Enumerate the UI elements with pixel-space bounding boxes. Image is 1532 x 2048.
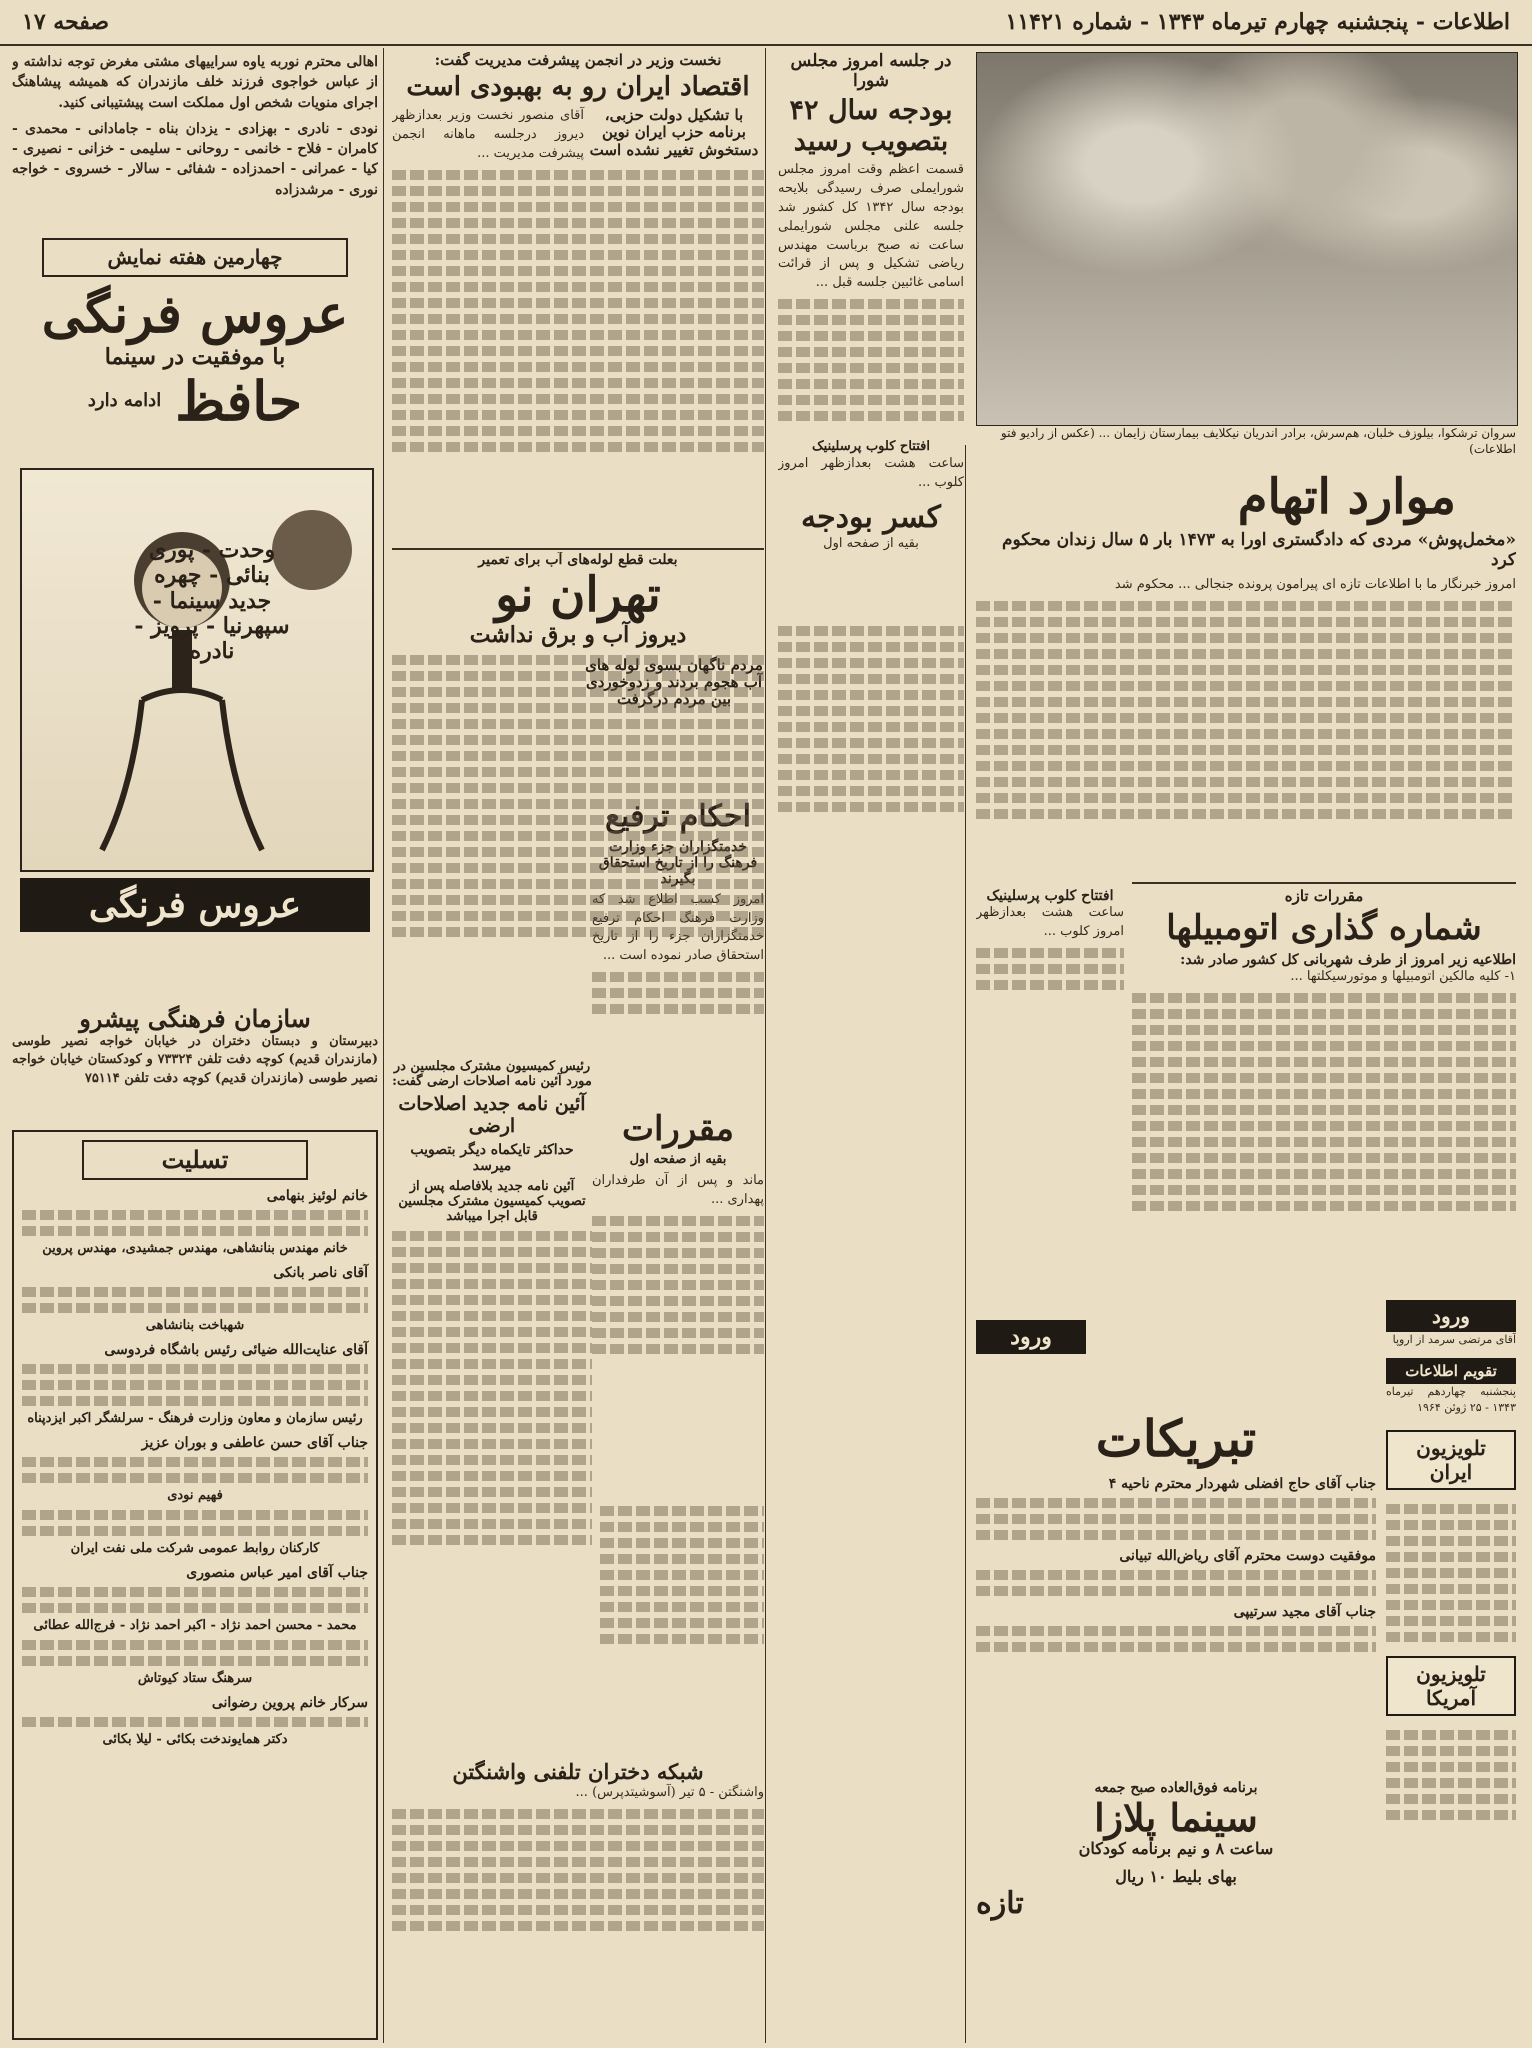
headline: تبریکات	[1095, 1410, 1257, 1468]
ad-week: چهارمین هفته نمایش	[42, 238, 348, 277]
congrats-item: موفقیت دوست محترم آقای ریاض‌الله تبیانی	[1119, 1547, 1376, 1564]
headline: شماره گذاری اتومبیلها	[1166, 908, 1482, 949]
arrival-label: ورود	[1386, 1300, 1516, 1332]
headline: آئین نامه جدید اصلاحات ارضی	[398, 1092, 586, 1137]
cinema-ad-arous-farangi	[12, 238, 378, 998]
ad-title-band: عروس فرنگی	[20, 878, 370, 932]
notice-text: اهالی محترم نوربه یاوه سراییهای مشتی مغرض توجه نداشته و از عباس خواجوی فرزند خلف مازندران که همیشه پیشاهنگ اجرای منویات شخص اول مملکت است پیشتیبانی کنید.	[12, 54, 378, 111]
article-budget	[778, 52, 964, 432]
headline: افتتاح کلوب پرسلینیک	[986, 888, 1114, 904]
article-land-reform	[392, 1060, 592, 1740]
article-body: امروز خبرنگار ما با اطلاعات تازه ای پیرامون پرونده جنجالی ... محکوم شد	[1114, 577, 1516, 593]
congrats-item: جناب آقای مجید سرتیپی	[1233, 1603, 1376, 1620]
ad-title: عروس فرنگی	[41, 284, 349, 345]
subheadline: اطلاعیه زیر امروز از طرف شهربانی کل کشور صادر شد:	[1180, 952, 1516, 969]
condolence-item: سرکار خانم پروین رضوانی	[211, 1694, 368, 1711]
congrats-item: جناب آقای حاج افضلی شهردار محترم ناحیه ۴	[1108, 1475, 1376, 1492]
kicker: رئیس کمیسیون مشترک مجلسین در مورد آئین نامه اصلاحات ارضی گفت:	[392, 1060, 592, 1089]
issue-info: اطلاعات - پنجشنبه چهارم تیرماه ۱۳۴۳ - شماره ۱۱۴۲۱	[1005, 9, 1510, 35]
headline: افتتاح کلوب پرسلینیک	[812, 440, 930, 454]
article-plates	[1132, 888, 1516, 1308]
calendar-title: تقویم اطلاعات	[1386, 1358, 1516, 1384]
condolence-signer: محمد - محسن احمد نژاد - اکبر احمد نژاد - فرج‌الله عطائی	[33, 1617, 357, 1633]
condolence-signer: شهباخت بنانشاهی	[145, 1317, 245, 1333]
article-body: امروز کسب اطلاع شد که وزارت فرهنگ احکام ترفیع خدمتگزاران جزء را از تاریخ استحقاق صادر نموده است ...	[592, 891, 764, 964]
subheadline: دیروز آب و برق نداشت	[469, 622, 687, 649]
column-rule	[383, 48, 384, 2043]
notice-names: نودی - نادری - بهزادی - یزدان بناه - جامادانی - محمدی - کامران - فلاح - خانمی - روحانی - سلیمی - خزانی - نصیری - کیا - عمرانی - احمدزاده - شفائی - سالار - خسروی - خواجه نوری - مرشدزاده	[12, 120, 378, 198]
headline: مقررات	[621, 1110, 735, 1149]
subheadline: بقیه از صفحه اول	[629, 1152, 727, 1168]
summary: مردم ناگهان بسوی لوله های آب هجوم بردند و زدوخوردی بین مردم درگرفت	[585, 655, 763, 709]
article-washington	[392, 1760, 764, 2040]
subheadline: خدمتگزاران جزء وزارت فرهنگ را از تاریخ استحقاق بگیرند	[598, 838, 758, 887]
article-filler-mid	[600, 1500, 764, 1760]
kicker: مقررات تازه	[1284, 888, 1364, 905]
ad-continue: ادامه دارد	[87, 389, 162, 411]
headline-deficit: کسر بودجه	[801, 499, 941, 535]
cinema-name: سینما پلازا	[1094, 1795, 1258, 1841]
condolences-title: تسلیت	[82, 1140, 308, 1180]
article-filler-col	[778, 620, 964, 1260]
article-body: واشنگتن - ۵ تیر (آسوشیتدپرس) ...	[575, 1785, 764, 1801]
condolence-signer: کارکنان روابط عمومی شرکت ملی نفت ایران	[70, 1540, 320, 1556]
condolence-signer: سرهنگ ستاد کیوتاش	[137, 1670, 253, 1686]
calendar-text: پنجشنبه چهاردهم تیرماه ۱۳۴۳ - ۲۵ ژوئن ۱۹۶۴	[1386, 1384, 1516, 1414]
article-body: ۱- کلیه مالکین اتومبیلها و موتورسیکلتها ...	[1290, 969, 1516, 985]
masthead	[0, 0, 1532, 46]
cinema-plaza-ad	[976, 1780, 1376, 2040]
headline: در جلسه امروز مجلس شورا	[790, 52, 952, 91]
org-body: دبیرستان و دبستان دختران در خیابان خواجه نصیر طوسی (مازندران قدیم) کوچه دفت تلفن ۷۳۳۲۴ و کودکستان خیابان خواجه نصیر طوسی (مازندران قدیم) کوچه دفت تلفن ۷۵۱۱۴	[12, 1033, 378, 1087]
tv-logo-iran: تلویزیون ایران	[1386, 1430, 1516, 1490]
article-body: ساعت هشت بعدازظهر امروز کلوب ...	[778, 455, 964, 490]
condolence-signer: دکتر همایوندخت بکائی - لیلا بکائی	[102, 1731, 288, 1747]
condolence-item: آقای ناصر بانکی	[273, 1264, 368, 1281]
kicker: بعلت قطع لوله‌های آب برای تعمیر	[478, 552, 678, 568]
column-rule	[965, 445, 966, 2043]
article-body: بقیه از صفحه اول	[823, 536, 919, 552]
arrival-text: آقای مرتضی سرمد از اروپا	[1392, 1333, 1516, 1346]
subheadline: «مخمل‌پوش» مردی که دادگستری اورا به ۱۴۷۳ بار ۵ سال زندان محکوم کرد	[1001, 530, 1516, 570]
article-body: ساعت هشت بعدازظهر امروز کلوب ...	[976, 905, 1124, 939]
article-body: آقای منصور نخست وزیر بعدازظهر دیروز درجلسه ماهانه انجمن پیشرفت مدیریت ...	[392, 108, 584, 161]
subheadline: با تشکیل دولت حزبی، برنامه حزب ایران نوین دستخوش تغییر نشده است	[589, 106, 759, 159]
headline: شبکه دختران تلفنی واشنگتن	[452, 1760, 704, 1784]
headline: احکام ترفیع	[605, 800, 751, 834]
kicker: نخست وزیر در انجمن پیشرفت مدیریت گفت:	[434, 52, 722, 69]
headline: موارد اتهام	[1237, 470, 1456, 525]
article-body: ماند و پس از آن طرفداران پهداری ...	[592, 1173, 764, 1207]
condolence-signer: رئیس سازمان و معاون وزارت فرهنگ - سرلشگر اکبر ایزدپناه	[27, 1410, 363, 1426]
article-regulations	[592, 1110, 764, 1490]
org-ad	[12, 1005, 378, 1125]
headline: تهران نو	[495, 567, 661, 624]
ad-sub: با موفقیت در سینما	[104, 343, 286, 370]
cast-list: وحدت - پوری بنائی - چهره جدید سینما - سپهرنیا - پرویز - نادره	[134, 538, 290, 665]
column-rule	[765, 48, 766, 2043]
congratulations	[976, 1410, 1376, 1770]
cinema-sub: ساعت ۸ و نیم برنامه کودکان	[1078, 1838, 1274, 1858]
article-economy	[392, 52, 764, 552]
condolences-box	[12, 1130, 378, 2040]
page-number: صفحه ۱۷	[22, 9, 110, 35]
article-charges	[976, 470, 1516, 870]
ad-cinema-name: حافظ	[175, 369, 303, 434]
condolence-item: آقای عنایت‌الله ضیائی رئیس باشگاه فردوسی	[104, 1341, 368, 1358]
tv-schedule-column	[1386, 1300, 1516, 2040]
condolence-item: جناب آقای حسن عاطفی و بوران عزیز	[141, 1434, 368, 1451]
subheadline: حداکثر تایکماه دیگر بتصویب میرسد	[410, 1141, 574, 1174]
article-body: قسمت اعظم وقت امروز مجلس شورایملی صرف رسیدگی بلایحه بودجه سال ۱۳۴۲ کل کشور شد جلسه علنی مجلس شورایملی ساعت نه صبح برباست مهندس ریاضی تشکیل و پس از قرائت اسامی غائبین جلسه قبل ...	[778, 162, 964, 291]
kicker: برنامه فوق‌العاده صبح جمعه	[1094, 1780, 1258, 1796]
ad-cast	[132, 538, 292, 738]
condolence-item: خانم لوئیز بنهامی	[266, 1187, 368, 1204]
summary: آئین نامه جدید بلافاصله پس از تصویب کمیسیون مشترک مجلسین قابل اجرا میباشد	[398, 1178, 586, 1224]
headline: اقتصاد ایران رو به بهبودی است	[406, 72, 750, 103]
tv-logo-america: تلویزیون آمریکا	[1386, 1656, 1516, 1716]
subheadline: بودجه سال ۴۲ بتصویب رسید	[789, 95, 953, 158]
news-photo	[976, 52, 1518, 426]
arrival-label: ورود	[976, 1320, 1086, 1354]
public-notice	[12, 52, 378, 232]
article-deficit	[778, 440, 964, 610]
condolence-item: جناب آقای امیر عباس منصوری	[186, 1564, 368, 1581]
condolence-signer: خانم مهندس بنانشاهی، مهندس جمشیدی، مهندس پروین	[42, 1240, 348, 1256]
photo-caption: سروان ترشکوا، بیلوزف خلبان، هم‌سرش، برادر اندریان نیکلایف بیمارستان زایمان ... (عکس از رادیو فتو اطلاعات)	[1000, 426, 1516, 456]
org-headline: سازمان فرهنگی پیشرو	[79, 1005, 311, 1033]
condolence-signer: فهیم نودی	[167, 1487, 223, 1503]
cinema-new: تازه	[976, 1885, 1024, 1921]
cinema-price: بهای بلیط ۱۰ ریال	[1115, 1867, 1237, 1887]
article-tehran-no	[392, 552, 764, 992]
